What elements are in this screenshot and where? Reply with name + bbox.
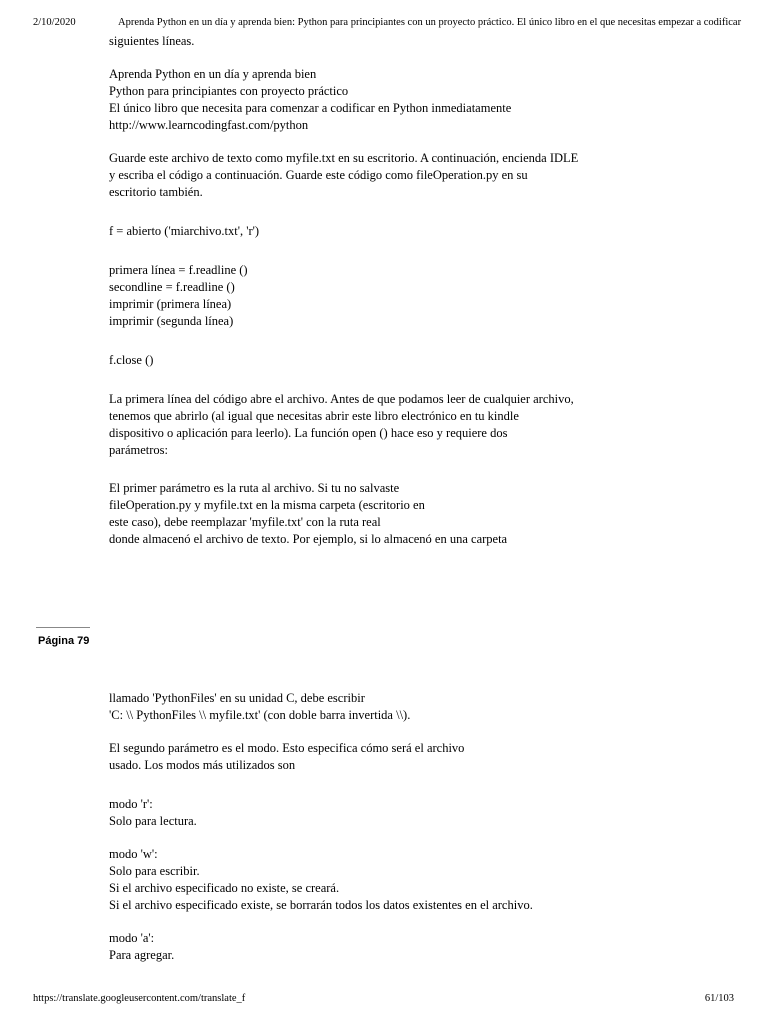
book-title-line: Aprenda Python en un día y aprenda bien [109, 67, 317, 81]
document-body [109, 33, 749, 548]
text-line: 'C: \\ PythonFiles \\ myfile.txt' (con doble barra invertida \\). [109, 708, 411, 722]
text-line: siguientes líneas. [109, 34, 195, 48]
text-line: donde almacenó el archivo de texto. Por ejemplo, si lo almacenó en una carpeta [109, 532, 508, 546]
text-line: dispositivo o aplicación para leerlo). La función open () hace eso y requiere dos [109, 426, 508, 440]
code-line: f.close () [109, 353, 154, 367]
text-line: Solo para lectura. [109, 814, 197, 828]
book-url-line: http://www.learncodingfast.com/python [109, 118, 309, 132]
text-line: Solo para escribir. [109, 864, 200, 878]
text-line: Guarde este archivo de texto como myfile.txt en su escritorio. A continuación, encienda IDLE [109, 151, 579, 165]
footer-page-count: 61/103 [704, 993, 734, 1004]
text-line: usado. Los modos más utilizados son [109, 758, 296, 772]
code-line: primera línea = f.readline () [109, 263, 248, 277]
header-title: Aprenda Python en un día y aprenda bien: Python para principiantes con un proyecto práctico. El único libro en el que necesitas empezar a codificar [118, 17, 742, 28]
code-line: imprimir (primera línea) [109, 297, 232, 311]
text-line: tenemos que abrirlo (al igual que necesitas abrir este libro electrónico en tu kindle [109, 409, 519, 423]
text-line: este caso), debe reemplazar 'myfile.txt' con la ruta real [109, 515, 381, 529]
text-line: fileOperation.py y myfile.txt en la misma carpeta (escritorio en [109, 498, 425, 512]
mode-heading: modo 'w': [109, 847, 158, 861]
text-line: escritorio también. [109, 185, 203, 199]
text-line: Si el archivo especificado existe, se borrarán todos los datos existentes en el archivo. [109, 898, 533, 912]
code-line: secondline = f.readline () [109, 280, 235, 294]
text-line: El primer parámetro es la ruta al archivo. Si tu no salvaste [109, 481, 400, 495]
mode-heading: modo 'r': [109, 797, 153, 811]
text-line: La primera línea del código abre el archivo. Antes de que podamos leer de cualquier archivo, [109, 392, 574, 406]
header-date: 2/10/2020 [33, 17, 76, 28]
text-line: y escriba el código a continuación. Guarde este código como fileOperation.py en su [109, 168, 528, 182]
text-line: Si el archivo especificado no existe, se creará. [109, 881, 340, 895]
text-line: Para agregar. [109, 948, 175, 962]
book-tagline-line: El único libro que necesita para comenzar a codificar en Python inmediatamente [109, 101, 512, 115]
text-line: llamado 'PythonFiles' en su unidad C, debe escribir [109, 691, 365, 705]
page-divider [36, 627, 90, 628]
code-line: f = abierto ('miarchivo.txt', 'r') [109, 224, 260, 238]
code-line: imprimir (segunda línea) [109, 314, 234, 328]
mode-heading: modo 'a': [109, 931, 155, 945]
text-line: parámetros: [109, 443, 169, 457]
book-subtitle-line: Python para principiantes con proyecto práctico [109, 84, 349, 98]
footer-url[interactable]: https://translate.googleusercontent.com/translate_f [33, 993, 246, 1004]
text-line: El segundo parámetro es el modo. Esto especifica cómo será el archivo [109, 741, 465, 755]
page-number-label: Página 79 [38, 635, 90, 647]
document-body-continued [109, 690, 749, 964]
